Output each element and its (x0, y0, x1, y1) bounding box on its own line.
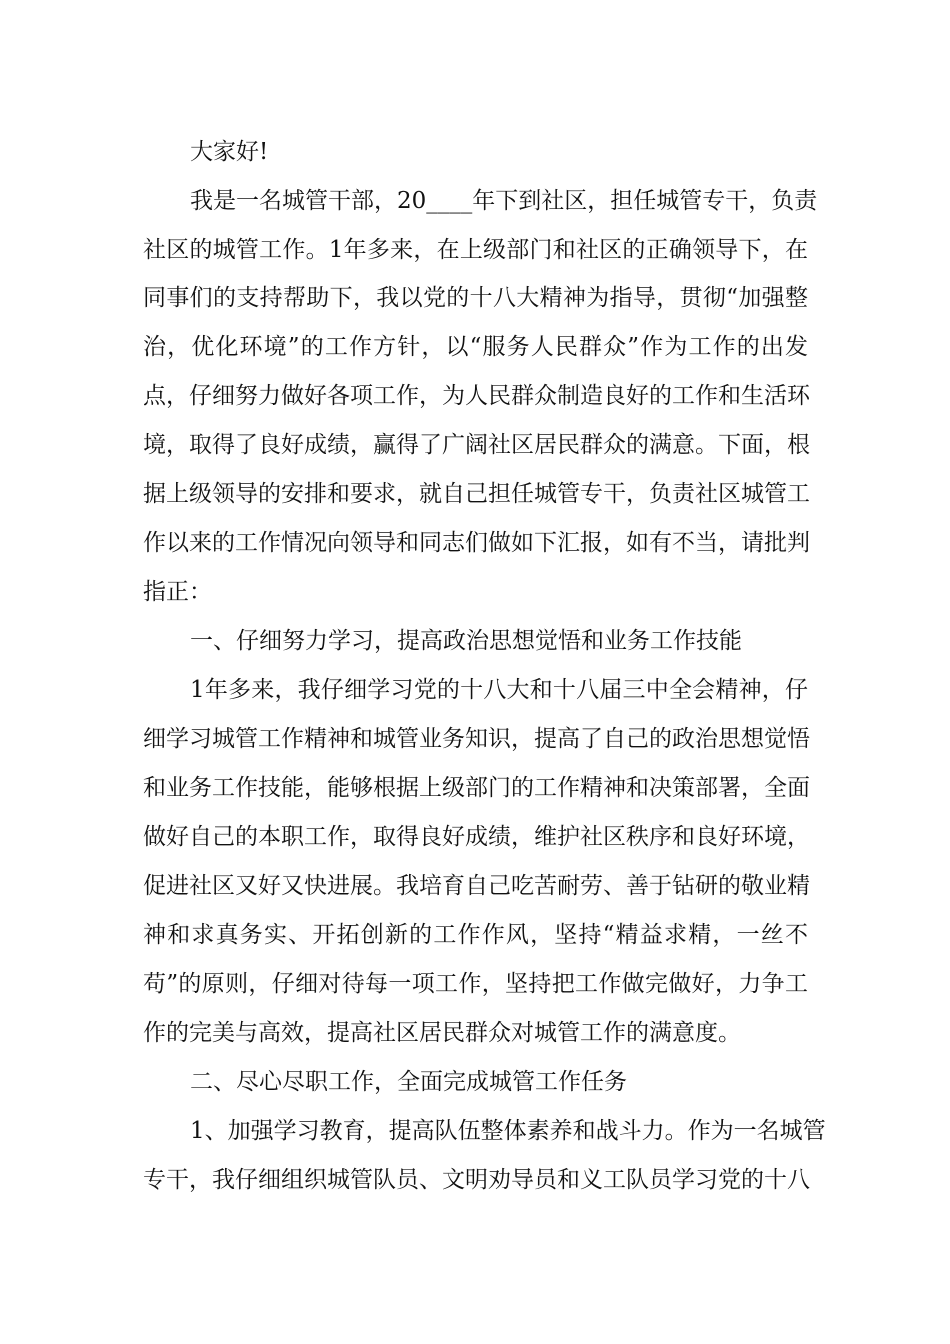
greeting-line: 大家好! (190, 139, 269, 165)
paragraph-2-line-5: 促进社区又好又快进展。我培育自己吃苦耐劳、善于钻研的敬业精 (143, 873, 810, 899)
paragraph-2-line-6: 神和求真务实、开拓创新的工作作风，坚持“精益求精，一丝不 (143, 922, 808, 948)
paragraph-3-line-2: 专干，我仔细组织城管队员、文明劝导员和义工队员学习党的十八 (143, 1167, 810, 1193)
paragraph-1-line-8: 作以来的工作情况向领导和同志们做如下汇报，如有不当，请批判 (143, 530, 810, 556)
paragraph-1-line-6: 境，取得了良好成绩，赢得了广阔社区居民群众的满意。下面，根 (143, 432, 810, 458)
paragraph-1-line-4: 治，优化环境”的工作方针，以“服务人民群众”作为工作的出发 (143, 334, 808, 360)
paragraph-2-line-1: 1年多来，我仔细学习党的十八大和十八届三中全会精神，仔 (190, 677, 808, 703)
paragraph-2-line-3: 和业务工作技能，能够根据上级部门的工作精神和决策部署，全面 (143, 775, 810, 801)
paragraph-2-line-8: 作的完美与高效，提高社区居民群众对城管工作的满意度。 (143, 1020, 741, 1046)
paragraph-1-line-2: 社区的城管工作。1年多来，在上级部门和社区的正确领导下，在 (143, 237, 808, 263)
paragraph-1-line-7: 据上级领导的安排和要求，就自己担任城管专干，负责社区城管工 (143, 481, 810, 507)
paragraph-2-line-7: 苟”的原则，仔细对待每一项工作，坚持把工作做完做好，力争工 (143, 971, 808, 997)
paragraph-2-line-2: 细学习城管工作精神和城管业务知识，提高了自己的政治思想觉悟 (143, 726, 810, 752)
paragraph-1-line-5: 点，仔细努力做好各项工作，为人民群众制造良好的工作和生活环 (143, 383, 810, 409)
paragraph-2-line-4: 做好自己的本职工作，取得良好成绩，维护社区秩序和良好环境， (143, 824, 810, 850)
section-heading-2: 二、尽心尽职工作，全面完成城管工作任务 (190, 1069, 627, 1095)
section-heading-1: 一、仔细努力学习，提高政治思想觉悟和业务工作技能 (190, 628, 742, 654)
paragraph-1-line-3: 同事们的支持帮助下，我以党的十八大精神为指导，贯彻“加强整 (143, 285, 808, 311)
paragraph-1-line-9: 指正： (143, 579, 212, 605)
paragraph-3-line-1: 1、加强学习教育，提高队伍整体素养和战斗力。作为一名城管 (190, 1118, 826, 1144)
paragraph-1-line-1: 我是一名城管干部，20____年下到社区，担任城管专干，负责 (190, 188, 818, 214)
